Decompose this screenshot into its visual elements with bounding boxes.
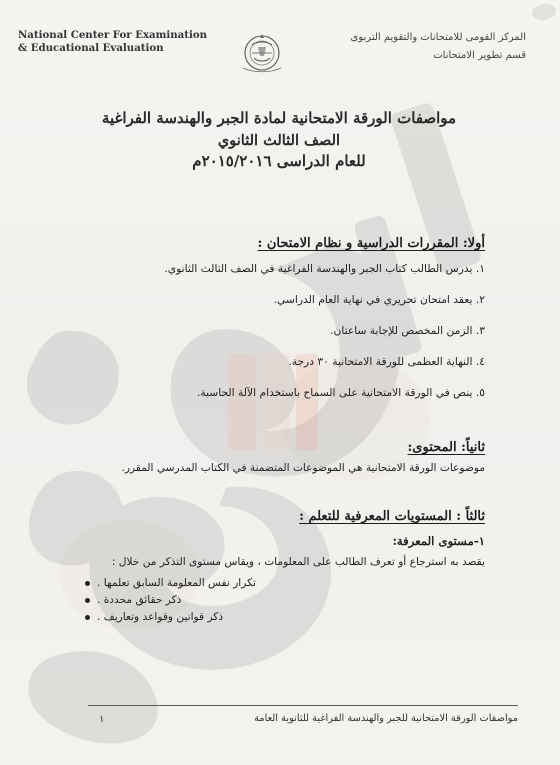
exam-rule-item: ٥. ينص في الورقة الامتحانية على السماح باستخدام الآلة الحاسبة. bbox=[196, 386, 485, 400]
bullet-item bbox=[85, 592, 485, 609]
header-right-line-1: المركز القومى للامتحانات والتقويم التربوى bbox=[350, 32, 526, 43]
bullet-text: ذكر حقائق محددة . bbox=[97, 594, 182, 607]
section-heading-cognitive-levels: ثالثاً : المستويات المعرفية للتعلم : bbox=[299, 509, 485, 524]
page-number: ١ bbox=[99, 714, 105, 725]
bullet-dot bbox=[85, 598, 90, 603]
knowledge-level-intro: يقصد به استرجاع أو تعرف الطالب على المعلومات ، ويقاس مستوى التذكر من خلال : bbox=[111, 555, 485, 568]
section-cognitive-levels bbox=[85, 509, 485, 626]
exam-rules-list bbox=[85, 261, 485, 401]
content-paragraph: موضوعات الورقة الامتحانية هي الموضوعات المتضمنة في الكتاب المدرسي المقرر. bbox=[121, 462, 485, 474]
bullet-dot bbox=[85, 615, 90, 620]
year-title: للعام الدراسى ٢٠١٥/٢٠١٦م bbox=[192, 151, 366, 170]
header-left bbox=[18, 29, 214, 55]
header-left-line-1: National Center For Examination bbox=[18, 29, 208, 41]
exam-rule-item: ٢. يعقد امتحان تحريري في نهاية العام الدراسي. bbox=[273, 293, 485, 307]
header-right bbox=[306, 29, 526, 64]
exam-rule-item: ٤. النهاية العظمى للورقة الامتحانية ٣٠ درجة. bbox=[288, 355, 485, 369]
bullet-dot bbox=[85, 581, 90, 586]
bullet-text: تكرار نفس المعلومة السابق تعلمها . bbox=[97, 577, 256, 590]
corner-mark bbox=[531, 2, 557, 22]
section-content bbox=[85, 440, 485, 477]
footer-divider bbox=[88, 705, 518, 706]
section-heading-content: ثانياً: المحتوى: bbox=[407, 440, 485, 455]
watermark-logo bbox=[14, 96, 519, 746]
document-title: مواصفات الورقة الامتحانية لمادة الجبر والهندسة الفراغية bbox=[101, 109, 457, 127]
bullet-text: ذكر قوانين وقواعد وتعاريف . bbox=[97, 611, 224, 624]
ministry-logo bbox=[228, 26, 296, 78]
bullet-item bbox=[85, 609, 485, 626]
knowledge-level-heading: ١-مستوى المعرفة: bbox=[392, 534, 485, 548]
document-title-block bbox=[80, 108, 478, 173]
exam-rule-item: ١. يدرس الطالب كتاب الجبر والهندسة الفراغية في الصف الثالث الثانوي. bbox=[164, 262, 485, 275]
grade-title: الصف الثالث الثانوي bbox=[217, 131, 341, 149]
footer-title: مواصفات الورقة الامتحانية للجبر والهندسة الفراغية للثانوية العامة bbox=[254, 713, 518, 724]
header-left-line-2: & Educational Evaluation bbox=[18, 41, 164, 54]
exam-rule-item: ٣. الزمن المخصص للإجابة ساعتان. bbox=[330, 324, 485, 338]
section-heading-curricula: أولا: المقررات الدراسية و نظام الامتحان : bbox=[257, 236, 485, 251]
header-right-line-2: قسم تطوير الامتحانات bbox=[433, 49, 526, 61]
section-curricula bbox=[85, 236, 485, 401]
knowledge-level-bullets bbox=[85, 575, 485, 626]
bullet-item bbox=[85, 575, 485, 592]
